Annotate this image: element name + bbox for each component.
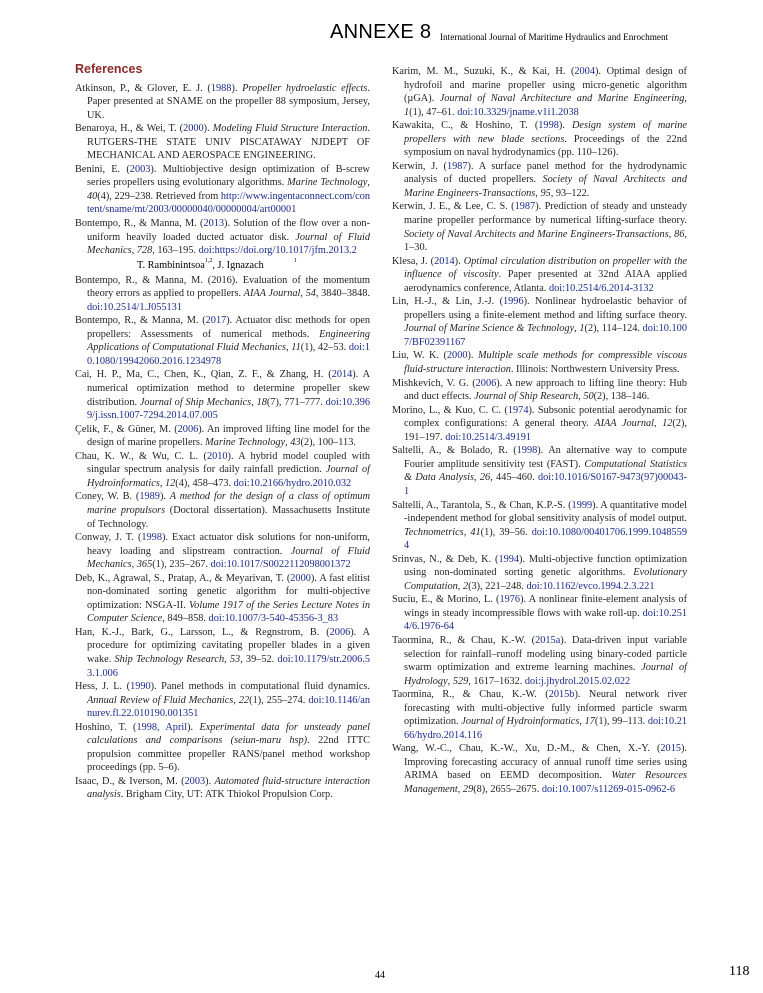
reference-text: Han, K.-J., Bark, G., Larsson, L., & Regnstrom, B. ( <box>75 626 330 638</box>
reference-text: . Brigham City, UT: ATK Thiokol Propulsion Corp. <box>120 789 333 801</box>
reference-text: Morino, L., & Kuo, C. C. ( <box>392 404 508 416</box>
italic-title: Modeling Fluid Structure Interaction <box>212 123 368 135</box>
year-citation-link[interactable]: 1988 <box>210 82 232 94</box>
year-citation-link[interactable]: 2003 <box>184 775 206 787</box>
reference-text: Suciu, E., & Morino, L. ( <box>392 594 500 606</box>
italic-title: 12 <box>662 418 673 430</box>
doi-link[interactable]: doi:10.1162/evco.1994.2.3.221 <box>526 580 655 592</box>
italic-title: Journal of Marine Science & Technology <box>404 323 575 335</box>
reference-text: (3), 221–248. <box>468 580 527 592</box>
italic-title: Engineering Applications of Computational Fluid Mechanics <box>87 328 370 354</box>
reference-text: , <box>457 783 463 795</box>
reference-text: (1), 235–267. <box>152 559 211 571</box>
reference-entry <box>75 217 370 258</box>
doi-link[interactable]: doi:10.1007/s11269-015-0962-6 <box>541 783 676 795</box>
affiliation-mark: 1 <box>293 257 297 264</box>
reference-text: Mishkevich, V. G. ( <box>392 377 476 389</box>
reference-text: , <box>463 526 471 538</box>
references-left-column <box>75 63 370 802</box>
italic-title: 29 <box>462 783 474 795</box>
reference-text: ). A procedure for optimizing cavitating propeller blades in a given wake. <box>87 626 370 665</box>
italic-title: 11 <box>291 342 301 354</box>
reference-text: Saltelli, A., Tarantola, S., & Chan, K.P.-S. ( <box>392 499 572 511</box>
journal-running-head: International Journal of Maritime Hydraulics and Enrochment <box>440 32 669 42</box>
reference-entry <box>75 572 370 626</box>
italic-title: Water Resources Management <box>404 770 687 795</box>
reference-entry <box>392 119 687 160</box>
reference-text: , <box>224 653 230 665</box>
reference-text: ). Data-driven input variable selection for rainfall–runoff modeling using binary-coded particle swarm optimization and extreme learning machines. <box>404 634 687 674</box>
year-citation-link[interactable]: 2000 <box>290 572 311 584</box>
reference-text: ). Subsonic potential aerodynamic for complex configurations: A general theory. <box>404 404 687 430</box>
references-heading: References <box>75 62 143 76</box>
italic-title: Propeller hydroelastic effects <box>242 82 368 94</box>
reference-text: Cai, H. P., Ma, C., Chen, K., Qian, Z. F., & Zhang, H. ( <box>75 369 332 381</box>
italic-title: 529 <box>452 675 469 687</box>
reference-text: , 445–460. <box>490 472 538 484</box>
reference-entry <box>75 626 370 680</box>
reference-text: ). A quantitative model -independent method for global sensitivity analysis of model output. <box>404 499 687 525</box>
italic-title: 728 <box>136 245 153 257</box>
year-citation-link[interactable]: 1987 <box>446 160 468 172</box>
reference-entry <box>392 160 687 201</box>
italic-title: Multiple scale methods for compressible viscous fluid-structure interaction <box>404 350 687 376</box>
italic-title: Journal of Fluid Mechanics <box>87 545 370 571</box>
italic-title: Society of Naval Architects and Marine Engineers-Transactions <box>404 174 687 199</box>
reference-text: ). Nonlinear hydroelastic behavior of propellers using a finite-element method and lifting surface theory. <box>404 296 687 321</box>
year-citation-link[interactable]: 2006 <box>329 626 351 638</box>
italic-title: Journal of Hydroinformatics <box>87 464 370 489</box>
italic-title: 41 <box>470 526 481 538</box>
year-citation-link[interactable]: 2015a <box>535 634 561 646</box>
reference-list-right <box>392 65 687 797</box>
year-citation-link[interactable]: 2015b <box>548 689 575 701</box>
italic-title: 54 <box>305 288 316 300</box>
doi-link[interactable]: doi:10.2514/3.49191 <box>445 431 531 443</box>
reference-text: Taormina, R., & Chau, K.-W. ( <box>392 634 536 646</box>
reference-text: Bontempo, R., & Manna, M. ( <box>75 315 206 327</box>
reference-text: Deb, K., Agrawal, S., Pratap, A., & Meyarivan, T. ( <box>75 572 291 584</box>
page-number-right: 118 <box>729 964 750 979</box>
doi-link[interactable]: doi:10.1146/annurev.fl.22.010190.001351 <box>87 694 370 720</box>
reference-text: Hoshino, T. ( <box>75 721 137 733</box>
references-right-column <box>392 65 687 797</box>
reference-entry <box>75 82 370 123</box>
reference-text: (8), 2655–2675. <box>473 783 542 795</box>
year-citation-link[interactable]: 2000 <box>183 123 204 135</box>
reference-text: , <box>535 187 541 199</box>
reference-entry <box>392 688 687 742</box>
reference-text: , <box>159 477 165 489</box>
reference-text: , <box>251 396 257 408</box>
reference-text: Coney, W. B. ( <box>75 491 140 503</box>
italic-title: 1 <box>404 106 410 118</box>
reference-text: (2), 138–146. <box>593 391 650 403</box>
reference-entry <box>392 65 687 119</box>
reference-entry <box>392 634 687 688</box>
reference-entry <box>75 274 370 315</box>
reference-text: , <box>579 716 585 728</box>
year-citation-link[interactable]: 2004 <box>574 66 595 77</box>
year-citation-link[interactable]: 1974 <box>507 404 529 416</box>
reference-text: Conway, J. T. ( <box>75 532 142 544</box>
reference-text: ). Multiobjective design optimization of B-screw series propellers using evolutionary algorithms. <box>87 163 370 189</box>
reference-text: ). A numerical optimization method to determine propeller skew distribution. <box>87 369 370 408</box>
italic-title: 43 <box>290 437 301 449</box>
reference-entry <box>75 721 370 775</box>
reference-text: . Paper presented at 32nd AIAA applied aerodynamics conference, Atlanta. <box>404 269 687 294</box>
year-citation-link[interactable]: 1976 <box>499 594 521 606</box>
reference-entry <box>392 295 687 349</box>
author-overlay <box>137 258 297 274</box>
reference-text: Çelik, F., & Güner, M. ( <box>75 423 178 435</box>
italic-title: Journal of Fluid Mechanics <box>87 231 371 257</box>
reference-text: (1), 255–274. <box>249 694 309 706</box>
reference-text: ). <box>454 255 464 267</box>
italic-title: Journal of Hydroinformatics <box>461 716 580 728</box>
reference-entry <box>75 368 370 422</box>
reference-text: Liu, W. K. ( <box>392 350 447 362</box>
reference-text: ). An alternative way to compute Fourier amplitude sensitivity test (FAST). <box>404 445 687 470</box>
doi-link[interactable]: doi:10.1016/S0167-9473(97)00043-1 <box>404 472 687 497</box>
year-citation-link[interactable]: 2017 <box>205 315 227 327</box>
reference-text: (1), 99–113. <box>594 716 648 728</box>
italic-title: Society of Naval Architects and Marine Engineers-Transactions <box>404 228 669 240</box>
italic-title: Journal of Ship Research <box>474 391 579 403</box>
reference-entry <box>75 490 370 531</box>
italic-title: Journal of Hydrology <box>404 662 687 687</box>
reference-list-left <box>75 82 370 802</box>
italic-title: Automated fluid-structure interaction analysis <box>87 775 370 801</box>
reference-text: ). <box>203 123 213 135</box>
reference-text: . RUTGERS-THE STATE UNIV PISCATAWAY NJDEPT OF MECHANICAL AND AEROSPACE ENGINEERING. <box>87 123 370 162</box>
reference-text: ). <box>187 721 200 733</box>
reference-entry <box>75 531 370 572</box>
italic-title: Evolutionary Computation <box>404 567 687 592</box>
reference-text: ). Improving forecasting accuracy of annual runoff time series using ARIMA based on EEMD decomposition. <box>404 743 687 782</box>
italic-title: 1 <box>579 323 585 335</box>
reference-text: , <box>578 391 584 403</box>
reference-text: , <box>653 418 663 430</box>
reference-entry <box>392 404 687 445</box>
affiliation-mark: 1,2 <box>204 257 213 264</box>
italic-title: 26 <box>479 472 491 484</box>
italic-title: Experimental data for unsteady panel calculations and comparisons (seiun-maru hsp) <box>87 721 370 747</box>
reference-text: (1), 47–61. <box>409 106 458 118</box>
reference-text: , 3840–3848. <box>315 288 371 300</box>
italic-title: 12 <box>165 477 176 489</box>
reference-text: , 93–122. <box>550 187 590 199</box>
reference-text: , 1617–1632. <box>468 675 525 687</box>
reference-text: , 1–30. <box>404 228 687 254</box>
reference-entry <box>75 680 370 721</box>
annex-label: ANNEXE 8 <box>330 21 432 43</box>
doi-link[interactable]: doi:10.1007/3-540-45356-3_83 <box>208 613 339 625</box>
year-citation-link[interactable]: 1998 <box>516 445 538 457</box>
reference-entry <box>75 775 370 802</box>
reference-text: Atkinson, P., & Glover, E. J. ( <box>75 82 211 94</box>
reference-text: , <box>684 93 687 105</box>
reference-entry <box>392 255 687 296</box>
reference-text: Srinvas, N., & Deb, K. ( <box>392 553 499 565</box>
reference-entry <box>392 200 687 254</box>
italic-title: 50 <box>583 391 594 403</box>
year-citation-link[interactable]: 2014 <box>434 255 455 267</box>
italic-title: 365 <box>136 559 153 571</box>
doi-link[interactable]: doi:j.jhydrol.2015.02.022 <box>524 675 631 687</box>
reference-entry <box>392 593 687 634</box>
italic-title: 22 <box>238 694 250 706</box>
reference-text: (1), 42–53. <box>300 342 349 354</box>
reference-text: , <box>447 675 453 687</box>
year-citation-link[interactable]: 1987 <box>514 201 536 213</box>
reference-text: Kerwin, J. E., & Lee, C. S. ( <box>392 201 515 213</box>
italic-title: Computational Statistics & Data Analysis <box>404 458 688 484</box>
reference-entry <box>75 314 370 368</box>
reference-text: ). A nonlinear finite-element analysis of wings in steady incompressible flows with wake roll-up. <box>404 594 688 619</box>
reference-text: Saltelli, A., & Bolado, R. ( <box>392 445 517 457</box>
italic-title: 95 <box>540 187 551 199</box>
year-citation-link[interactable]: 1996 <box>503 296 524 308</box>
year-citation-link[interactable]: 1994 <box>498 553 520 565</box>
italic-title: Marine Technology <box>287 177 368 189</box>
reference-text: Bontempo, R., & Manna, M. (2016). Evaluation of the momentum theory errors as applied to propellers. <box>75 274 370 300</box>
doi-link[interactable]: doi:10.1007/BF02391167 <box>404 323 687 348</box>
doi-link[interactable]: doi:10.1080/19942060.2016.1234978 <box>87 342 371 367</box>
italic-title: AIAA Journal <box>243 288 301 300</box>
reference-text: ). Exact actuator disk solutions for non-uniform, heavy loading and slipstream contraction. <box>87 532 370 557</box>
year-citation-link[interactable]: 1998 <box>538 120 559 132</box>
reference-text: Kerwin, J. ( <box>392 160 447 172</box>
reference-text: Klesa, J. ( <box>392 255 435 267</box>
reference-text: , <box>668 228 675 240</box>
author-name: T. Rambinintsoa <box>137 259 205 271</box>
doi-link[interactable]: doi:10.1017/S0022112098001372 <box>210 559 351 571</box>
reference-entry <box>75 122 370 163</box>
reference-text: ). Prediction of steady and unsteady marine propeller performance by numerical lifting-surface theory. <box>404 201 687 227</box>
reference-text: Isaac, D., & Iverson, M. ( <box>75 775 185 787</box>
reference-text: ). Neural network river forecasting with multi-objective fully informed particle swarm optimization. <box>404 689 687 728</box>
italic-title: Annual Review of Fluid Mechanics <box>87 694 234 706</box>
reference-text: ). A hybrid model coupled with singular spectrum analysis for daily rainfall prediction. <box>87 450 370 476</box>
reference-text: Benini, E. ( <box>75 163 130 175</box>
reference-entry <box>392 349 687 376</box>
reference-text: Benaroya, H., & Wei, T. ( <box>75 123 184 135</box>
reference-text: ). A new approach to lifting line theory: Hub and duct effects. <box>404 377 687 403</box>
reference-text: (7), 771–777. <box>266 396 326 408</box>
year-citation-link[interactable]: 1990 <box>130 681 151 693</box>
year-citation-link[interactable]: 2014 <box>331 369 353 381</box>
year-citation-link[interactable]: 2000 <box>446 350 468 362</box>
reference-text: ). Optimal design of hydrofoil and marine propeller using micro-genetic algorithm (µGA). <box>404 66 687 105</box>
reference-entry <box>75 450 370 491</box>
reference-text: ). A surface panel method for the hydrodynamic analysis of ducted propellers. <box>404 160 687 186</box>
reference-text: (2), 100–113. <box>300 437 356 449</box>
doi-link[interactable]: doi:10.3969/j.issn.1007-7294.2014.07.005 <box>87 396 371 422</box>
italic-title: AIAA Journal <box>594 418 654 430</box>
reference-text: , 39–52. <box>240 653 278 665</box>
reference-text: , 163–195. <box>152 245 199 257</box>
author-name: , J. Ignazach <box>212 259 264 271</box>
year-citation-link[interactable]: 2013 <box>203 218 225 230</box>
year-citation-link[interactable]: 2006 <box>475 377 497 389</box>
reference-entry <box>392 444 687 498</box>
reference-text: ). Solution of the flow over a non-uniform heavily loaded ducted actuator disk. <box>87 218 370 243</box>
reference-text: ). <box>558 120 572 132</box>
reference-text: ). Multi-objective function optimization using non-dominated sorting genetic algorithms. <box>404 553 687 579</box>
reference-text: , <box>574 323 580 335</box>
reference-entry <box>392 553 687 594</box>
year-citation-link[interactable]: 2006 <box>177 423 199 435</box>
reference-entry <box>75 163 370 217</box>
reference-text: , <box>285 437 291 449</box>
reference-text: , <box>131 245 137 257</box>
italic-title: Journal of Naval Architecture and Marine Engineering <box>439 93 685 105</box>
italic-title: Technometrics <box>404 526 464 538</box>
reference-text: (2), 191–197. <box>404 418 687 443</box>
reference-text: . Paper presented at SNAME on the propeller 88 symposium, Jersey, UK. <box>87 82 370 121</box>
reference-text: . Proceedings of the 22nd symposium on naval hydrodynamics (pp. 110–126). <box>404 133 688 159</box>
italic-title: Optimal circulation distribution on propeller with the influence of viscosity <box>404 255 687 281</box>
reference-text: (4), 229–238. Retrieved from <box>97 190 221 202</box>
year-citation-link[interactable]: 1989 <box>139 491 160 503</box>
doi-link[interactable]: doi:https://doi.org/10.1017/jfm.2013.2 <box>198 245 357 257</box>
italic-title: 17 <box>584 716 595 728</box>
reference-entry <box>392 377 687 404</box>
doi-link[interactable]: doi:10.1179/str.2006.53.1.006 <box>87 653 371 679</box>
reference-text: , <box>286 342 292 354</box>
italic-title: 53 <box>229 653 241 665</box>
reference-text: Hess, J. L. ( <box>75 681 131 693</box>
doi-link[interactable]: doi:10.1080/00401706.1999.10485594 <box>404 526 688 552</box>
doi-link[interactable]: doi:10.2514/1.J055131 <box>87 301 182 313</box>
doi-link[interactable]: doi:10.3329/jname.v1i1.2038 <box>457 106 579 118</box>
doi-link[interactable]: doi:10.2166/hydro.2010.032 <box>233 477 352 489</box>
year-citation-link[interactable]: 2010 <box>206 450 228 462</box>
reference-text: , <box>233 694 239 706</box>
reference-text: (2), 114–124. <box>584 323 643 335</box>
italic-title: 40 <box>87 190 98 202</box>
year-citation-link[interactable]: 1998 <box>141 532 162 544</box>
reference-text: ). <box>205 775 215 787</box>
reference-text: ). An improved lifting line model for the design of marine propellers. <box>87 423 370 449</box>
reference-text: , <box>473 472 480 484</box>
italic-title: Ship Technology Research <box>114 653 225 665</box>
reference-text: (4), 458–473. <box>175 477 234 489</box>
reference-text: , <box>457 580 463 592</box>
italic-title: 86 <box>674 228 685 240</box>
reference-entry <box>392 742 687 796</box>
year-citation-link[interactable]: 1999 <box>571 499 593 511</box>
reference-text: , <box>131 559 137 571</box>
reference-text: ). A fast elitist non-dominated sorting genetic algorithm for multi-objective optimization: NSGA-II. <box>87 572 370 611</box>
reference-text: , <box>367 177 370 189</box>
reference-text: (Doctoral dissertation). Massachusetts Institute of Technology. <box>87 504 370 530</box>
reference-text: Chau, K. W., & Wu, C. L. ( <box>75 450 207 462</box>
reference-text: ). <box>231 82 243 94</box>
reference-text: Taormina, R., & Chau, K.-W. ( <box>392 689 549 701</box>
italic-title: Design system of marine propellers with new blade sections <box>404 120 687 145</box>
year-citation-link[interactable]: 1998, April <box>136 721 188 733</box>
page-number-left: 44 <box>375 970 385 981</box>
italic-title: 2 <box>462 580 469 592</box>
doi-link[interactable]: doi:10.2514/6.1976-64 <box>404 607 687 633</box>
italic-title: A method for the design of a class of optimum marine propulsors <box>87 491 371 516</box>
reference-text: ). Actuator disc methods for open propellers: Assessments of numerical methods. <box>87 315 370 340</box>
reference-text: Wang, W.-C., Chau, K.-W., Xu, D.-M., & Chen, X.-Y. ( <box>392 743 661 755</box>
italic-title: Journal of Ship Mechanics <box>139 396 252 408</box>
reference-text: (1), 39–56. <box>480 526 532 538</box>
reference-text: . 22nd ITTC propulsion committee propeller RANS/panel method workshop proceedings (pp. 5–6). <box>87 735 370 774</box>
reference-text: ). Panel methods in computational fluid dynamics. <box>150 681 370 693</box>
year-citation-link[interactable]: 2015 <box>660 743 681 755</box>
reference-entry <box>75 423 370 450</box>
italic-title: Volume 1917 of the Series Lecture Notes in Computer Science <box>87 599 371 625</box>
reference-entry <box>392 499 687 553</box>
italic-title: 18 <box>256 396 267 408</box>
reference-text: . Illinois: Northwestern University Press. <box>510 364 680 376</box>
reference-text: ). <box>467 350 478 362</box>
reference-text: , <box>300 288 306 300</box>
reference-text: Lin, H.-J., & Lin, J.-J. ( <box>392 296 503 308</box>
reference-text: ). <box>159 491 170 503</box>
doi-link[interactable]: doi:10.2514/6.2014-3132 <box>548 282 654 294</box>
reference-text: , 849–858. <box>162 613 209 625</box>
doi-link[interactable]: http://www.ingentaconnect.com/content/sname/mt/2003/00000040/00000004/art00001 <box>87 190 371 216</box>
italic-title: Marine Technology <box>205 437 286 449</box>
year-citation-link[interactable]: 2003 <box>129 163 151 175</box>
reference-text: Karim, M. M., Suzuki, K., & Kai, H. ( <box>392 66 575 77</box>
doi-link[interactable]: doi:10.2166/hydro.2014.116 <box>404 716 687 741</box>
reference-text: Bontempo, R., & Manna, M. ( <box>75 218 204 230</box>
reference-text: Kawakita, C., & Hoshino, T. ( <box>392 120 539 132</box>
